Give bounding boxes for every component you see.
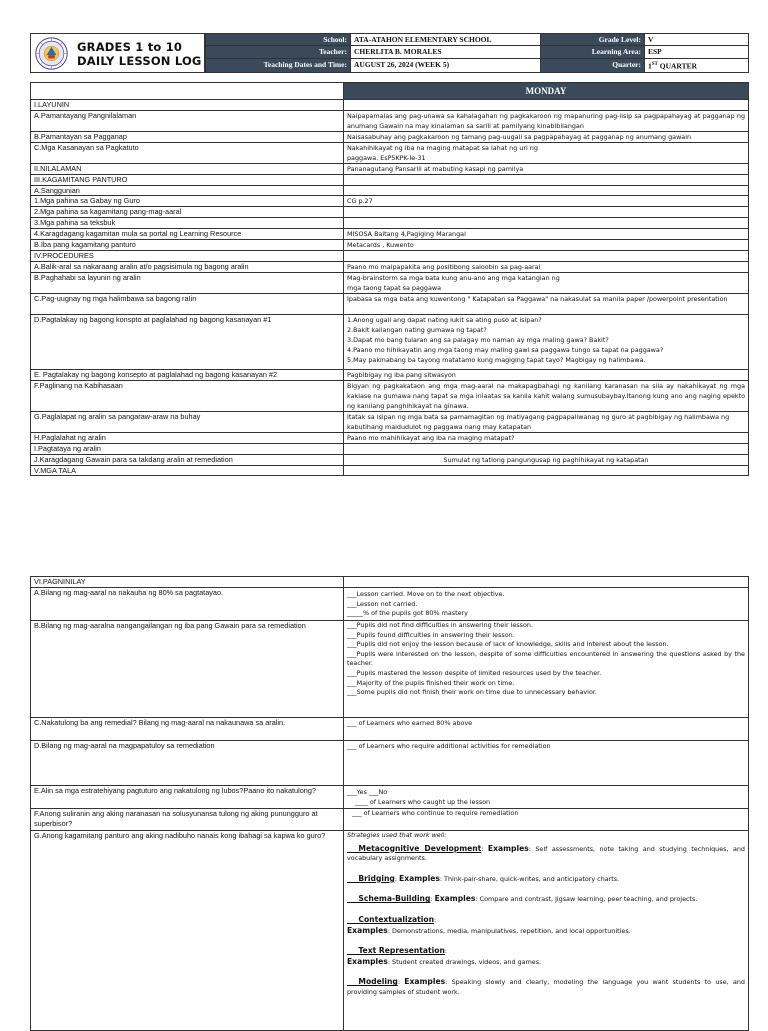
reflection-e-value	[344, 786, 749, 809]
title-line-2: DAILY LESSON LOG	[77, 54, 202, 68]
lesson-row	[31, 261, 749, 272]
row-value: Pananagutang Pansarili at mabuting kasapi ng pamilya	[344, 163, 749, 174]
reflection-c-label: C.Nakatulong ba ang remedial? Bilang ng mag-aaral na nakaunawa sa aralin.	[31, 718, 344, 741]
strategy-name: ___Schema-Building	[347, 894, 431, 904]
pupil-observation-item: ___Some pupils did not finish their work on time due to unnecessary behavior.	[347, 688, 597, 697]
row-label: D.Pagtalakay ng bagong konspto at paglalahad ng bagong kasanayan #1	[31, 314, 344, 369]
row-value	[344, 100, 749, 111]
lesson-row	[31, 163, 749, 174]
strategy-examples: : Compare and contrast, jigsaw learning, peer teaching, and projects.	[475, 895, 698, 904]
lesson-row	[31, 196, 749, 207]
title-line-1: GRADES 1 to 10	[77, 40, 183, 54]
strategy-name: ___Metacognitive Development	[347, 843, 482, 853]
row-value: Mag-brainstorm sa mga bata kung anu-ano ang mga katangian ng mga taong tapat sa paggawa	[344, 272, 749, 293]
row-label: B.Iba pang kagamitang panturo	[31, 239, 344, 250]
lesson-row	[31, 207, 749, 218]
row-label: G.Paglalapat ng aralin sa pangaraw-araw na buhay	[31, 411, 344, 432]
lesson-row	[31, 100, 749, 111]
strategy-item	[347, 894, 745, 905]
reflection-d-value: ___ of Learners who require additional activities for remediation	[344, 741, 749, 786]
row-label: A.Pamantayang Pangnilalaman	[31, 110, 344, 131]
row-label: E. Pagtalakay ng bagong konsepto at paglalahad ng bagong kasanayan #2	[31, 369, 344, 380]
row-value	[344, 218, 749, 229]
row-label: B.Paghahabi sa layunin ng aralin	[31, 272, 344, 293]
row-value: Naisasabuhay ang pagkakaroon ng tamang pag-uugali sa pagpapahayag at pagganap ng anumang gawain	[344, 131, 749, 142]
row-label: 1.Mga pahina sa Gabay ng Guro	[31, 196, 344, 207]
row-label: III.KAGAMITANG PANTURO	[31, 174, 344, 185]
row-value	[344, 174, 749, 185]
lesson-row	[31, 443, 749, 454]
strategy-sep: :	[397, 978, 405, 987]
reflection-e-label: E.Alin sa mga estratehiyang pagtuturo ang nakatulong ng lubos?Paano ito nakatulong?	[31, 786, 344, 809]
title-block	[30, 33, 205, 73]
reflection-b-label: B.Bilang ng mag-aaralna nangangailangan ng iba pang Gawain para sa remediation	[31, 621, 344, 718]
reflection-d-label: D.Bilang ng mag-aaral na magpapatuloy sa remediation	[31, 741, 344, 786]
pupil-observation-item: ___Pupils were interested on the lesson, despite of some difficulties encountered in answering the questions asked by the teacher.	[347, 649, 745, 668]
lesson-row	[31, 465, 749, 476]
quarter-number: 1	[648, 61, 652, 71]
row-label: C.Pag-uugnay ng mga halimbawa sa bagong raIin	[31, 293, 344, 314]
row-value	[344, 465, 749, 476]
row-label: F.Paglinang na Kabihasaan	[31, 380, 344, 411]
reflection-a-label: A.Bilang ng mag-aaral na nakauha ng 80% sa pagtatayao.	[31, 588, 344, 621]
row-value: Metacards , Kuwento	[344, 239, 749, 250]
lesson-row	[31, 131, 749, 142]
row-value: CG p.27	[344, 196, 749, 207]
lesson-row	[31, 185, 749, 196]
row-value	[344, 185, 749, 196]
reflection-c-value: ___ of Learners who earned 80% above	[344, 718, 749, 741]
lesson-row	[31, 228, 749, 239]
strategy-name: ___Contextualization	[347, 914, 435, 924]
row-label: II.NILALAMAN	[31, 163, 344, 174]
strategy-examples: : Self assessments, note taking and studying techniques, and vocabulary assignments.	[347, 844, 745, 863]
strategy-item	[347, 977, 745, 997]
lesson-row	[31, 454, 749, 465]
row-label: 2.Mga pahina sa kagamitang pang-mag-aaral	[31, 207, 344, 218]
strategy-examples: : Student created drawings, videos, and games.	[387, 957, 542, 966]
strategy-sep: :	[430, 895, 435, 904]
row-label: IV.PROCEDURES	[31, 250, 344, 261]
lesson-table	[30, 82, 749, 476]
lesson-row	[31, 250, 749, 261]
strategy-examples: : Think-pair-share, quick-writes, and anticipatory charts.	[439, 874, 620, 883]
reflection-heading-blank	[344, 577, 749, 588]
strategy-item	[347, 946, 745, 967]
strategy-examples: : Demonstrations, media, manipulatives, repetition, and local opportunities.	[387, 926, 631, 935]
reflection-b-value	[344, 621, 749, 718]
school-label: School:	[206, 34, 351, 46]
row-value: Itatak sa isipan ng mga bata sa pamamagitan ng matiyagang pagpapaliwanag ng guro at pagbibigay ng halimbawa ng kabutihang maidudulot ng paggawa nang may katapatan	[344, 411, 749, 432]
row-value	[344, 250, 749, 261]
row-value: Ipabasa sa mga bata ang kuwentong " Katapatan sa Paggawa" na nakasulat sa manila paper /powerpoint presentation	[344, 293, 749, 314]
reflection-g-value	[344, 831, 749, 1031]
strategy-examples-label: Examples	[347, 925, 388, 935]
strategy-name: ___Modeling	[347, 977, 398, 987]
reflection-a-value: ___Lesson carried. Move on to the next objective. ___Lesson not carried. _____% of the pupils got 80% mastery	[344, 588, 749, 621]
strategy-item	[347, 874, 745, 885]
day-header-blank	[31, 83, 344, 100]
strategy-name: ___Text Representation	[347, 946, 445, 956]
grade-label: Grade Level:	[541, 34, 645, 46]
row-value: Naipapamalas ang pag-unawa sa kahalagahan ng pagkakaroon ng mapanuring pag-iisip sa pagpapahayag at pagganap ng anumang Gawain na may kinalaman sa sarili at pamilyang kinabibilangan	[344, 110, 749, 131]
strategy-list	[347, 844, 745, 998]
lesson-row	[31, 218, 749, 229]
teacher-label: Teacher:	[206, 46, 351, 58]
lesson-row	[31, 369, 749, 380]
reflection-heading: VI.PAGNINILAY	[31, 577, 344, 588]
lesson-row	[31, 411, 749, 432]
row-label: I.Pagtataya ng aralin	[31, 443, 344, 454]
row-label: C.Mga Kasanayan sa Pagkatuto	[31, 142, 344, 163]
grade-value: V	[645, 34, 749, 46]
strategy-examples-label: Examples	[347, 956, 388, 966]
row-value	[344, 207, 749, 218]
pupil-observation-item: ___Pupils found difficulties in answering their lesson.	[347, 630, 515, 639]
reflection-g-label: G.Anong kagamitang panturo ang aking nadibuho nanais kong ibahagi sa kapwa ko guro?	[31, 831, 344, 1031]
school-value: ATA-ATAHON ELEMENTARY SCHOOL	[351, 34, 541, 46]
row-value	[344, 443, 749, 454]
area-value: ESP	[645, 46, 749, 58]
strategy-sep: :	[394, 874, 400, 883]
strategy-item	[347, 844, 745, 864]
row-value: 1.Anong ugali ang dapat nating iukit sa ating puso at isipan? 2.Bakit kailangan nating gumawa ng tapat? 3.Dapat mo bang tularan ang sa palagay mo naman ay mga maling gawa? Bakit? 4.Paano mo hihikayatin ang mga taong may maling gawi sa paggawa tungo sa tapat na paggawa? 5.May pakinabang ba tayong matatamo kung magiging tapat tayo? Magbigay ng halimbawa.	[344, 314, 749, 369]
row-value: Paano mo mahihikayat ang iba na maging matapat?	[344, 432, 749, 443]
lesson-row	[31, 239, 749, 250]
document-title	[77, 40, 202, 68]
lesson-log-header	[30, 33, 749, 73]
lesson-row	[31, 432, 749, 443]
reflection-table	[30, 576, 749, 1031]
row-value: Nakahihikayat ng iba na maging matapat sa lahat ng uri ng paggawa. EsP5KPK-Ie-31	[344, 142, 749, 163]
strategy-sep: :	[444, 947, 448, 956]
pupil-observation-item: ___Pupils mastered the lesson despite of limited resources used by the teacher.	[347, 668, 602, 677]
dates-label: Teaching Dates and Time:	[206, 58, 351, 72]
row-value: MISOSA Baitang 4,Pagiging Marangal	[344, 228, 749, 239]
quarter-word: QUARTER	[657, 61, 697, 71]
caught-up-line: ____ of Learners who caught up the lesson	[355, 797, 491, 806]
teacher-value: CHERLITA B. MORALES	[351, 46, 541, 58]
reflection-f-value: ___ of Learners who continue to require remediation	[344, 809, 749, 831]
row-value: Bigyan ng pagkakataon ang mga mag-aaral na makapagbahagi ng kanilang karanasan na sila ay nakahikayat ng mga kaklase na gumawa nang tapat sa mga iniaatas sa kanila kahit walang sumusubaybay.Itanong kung ano ang naging epekto ng kanilang panghihikayat na ginawa.	[344, 380, 749, 411]
lesson-row	[31, 293, 749, 314]
strategy-sep: :	[481, 844, 488, 853]
row-value: Sumulat ng tatlong pangungusap ng paghihikayat ng katapatan	[344, 454, 749, 465]
header-info-grid	[205, 33, 749, 73]
strategy-examples-label: Examples	[487, 843, 529, 853]
strategy-examples-label: Examples	[399, 873, 440, 883]
quarter-value	[645, 58, 749, 72]
deped-seal-icon	[35, 37, 68, 70]
row-label: B.Pamantayan sa Pagganap	[31, 131, 344, 142]
row-label: H.Paglalahat ng aralin	[31, 432, 344, 443]
strategy-item	[347, 915, 745, 936]
row-label: J.Karagdagang Gawain para sa takdang aralin at remediation	[31, 454, 344, 465]
quarter-label: Quarter:	[541, 58, 645, 72]
row-label: A.Sanggunian	[31, 185, 344, 196]
reflection-f-label: F.Anong suliranin ang aking naranasan na solusyunansa tulong ng aking punungguro at superbisor?	[31, 809, 344, 831]
lesson-row	[31, 174, 749, 185]
row-label: 3.Mga pahina sa teksbuk	[31, 218, 344, 229]
yes-no-line: ___Yes ___No	[347, 788, 388, 796]
row-label: V.MGA TALA	[31, 465, 344, 476]
lesson-row	[31, 272, 749, 293]
pupil-observation-item: ___Pupils did not enjoy the lesson because of lack of knowledge, skills and interest about the lesson.	[347, 640, 669, 649]
strategy-examples: : Speaking slowly and clearly, modeling the language you want students to use, and providing samples of student work.	[347, 978, 745, 996]
row-label: A.Balik-aral sa nakaraang aralin at/o pagsisimula ng bagong aralin	[31, 261, 344, 272]
strategy-name: ___Bridging	[347, 873, 395, 883]
lesson-row	[31, 314, 749, 369]
quarter-suffix: ST	[651, 61, 658, 67]
row-label: 4.Karagdagang kagamitan mula sa portal ng Learning Resource	[31, 228, 344, 239]
lesson-row	[31, 380, 749, 411]
dates-value: AUGUST 26, 2024 (WEEK 5)	[351, 58, 541, 72]
day-header: MONDAY	[344, 83, 749, 100]
strategies-intro: Strategies used that work well:	[347, 831, 447, 839]
pupil-observation-item: ___Majority of the pupils finished their work on time.	[347, 678, 515, 687]
row-value: Pagbibigay ng iba pang sitwasyon	[344, 369, 749, 380]
lesson-row	[31, 142, 749, 163]
pupil-observation-item: ___Pupils did not find difficulties in answering their lesson.	[347, 621, 533, 629]
row-label: I.LAYUNIN	[31, 100, 344, 111]
strategy-examples-label: Examples	[404, 977, 446, 987]
strategy-examples-label: Examples	[434, 894, 476, 904]
area-label: Learning Area:	[541, 46, 645, 58]
lesson-row	[31, 110, 749, 131]
strategy-sep: :	[434, 915, 437, 924]
row-value: Paano mo maipapakita ang positibong saloobin sa pag-aaral	[344, 261, 749, 272]
